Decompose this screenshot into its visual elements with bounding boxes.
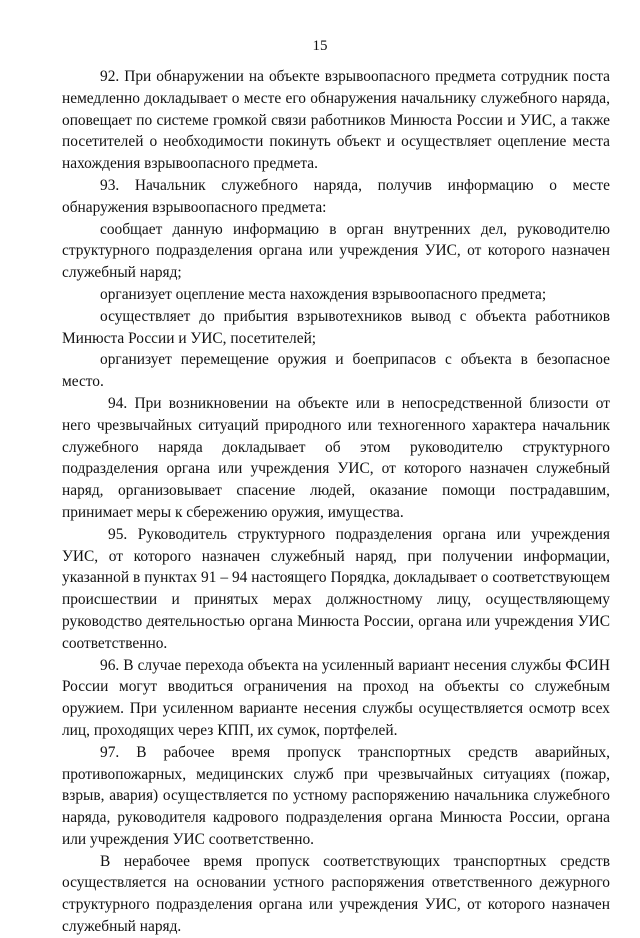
page-number: 15 bbox=[312, 38, 328, 54]
paragraph-94: 94. При возникновении на объекте или в непосредственной близости от него чрезвычайных ситуаций природного или техногенного характера начальник служебного наряда докладывает об этом руководителю структурного подразделения органа или учреждения УИС, от которого назначен служебный наряд, организовывает спасение людей, оказание помощи пострадавшим, принимает меры к сбережению оружия, имущества. bbox=[62, 394, 610, 521]
paragraph-93-item-2: организует оцепление места нахождения взрывоопасного предмета; bbox=[100, 285, 547, 303]
paragraph-92: 92. При обнаружении на объекте взрывоопасного предмета сотрудник поста немедленно докладывает о месте его обнаружения начальнику служебного наряда, оповещает по системе громкой связи работников Минюста России и УИС, а также посетителей о необходимости покинуть объект и осуществляет оцепление места нахождения взрывоопасного предмета. bbox=[62, 68, 610, 173]
paragraph-93: 93. Начальник служебного наряда, получив информацию о месте обнаружения взрывоопасного предмета: bbox=[62, 176, 610, 216]
paragraph-97: 97. В рабочее время пропуск транспортных средств аварийных, противопожарных, медицинских служб при чрезвычайных ситуациях (пожар, взрыв, авария) осуществляется по устному распоряжению начальника служебного наряда, руководителя кадрового подразделения органа Минюста России, органа или учреждения УИС соответственно. bbox=[62, 743, 610, 848]
paragraph-97-continued: В нерабочее время пропуск соответствующих транспортных средств осуществляется на основании устного распоряжения ответственного дежурного структурного подразделения органа или учреждения УИС, от которого назначен служебный наряд. bbox=[62, 852, 610, 936]
paragraph-93-item-4: организует перемещение оружия и боеприпасов с объекта в безопасное место. bbox=[62, 351, 610, 391]
paragraph-96: 96. В случае перехода объекта на усиленный вариант несения службы ФСИН России могут вводиться ограничения на проход на объекты со служебным оружием. При усиленном варианте несения службы осуществляется осмотр всех лиц, проходящих через КПП, их сумок, портфелей. bbox=[62, 656, 610, 739]
paragraph-93-item-1: сообщает данную информацию в орган внутренних дел, руководителю структурного подразделения органа или учреждения УИС, от которого назначен служебный наряд; bbox=[62, 220, 610, 282]
document-body bbox=[62, 66, 610, 938]
paragraph-93-item-3: осуществляет до прибытия взрывотехников вывод с объекта работников Минюста России и УИС, посетителей; bbox=[62, 307, 610, 347]
paragraph-95: 95. Руководитель структурного подразделения органа или учреждения УИС, от которого назначен служебный наряд, при получении информации, указанной в пунктах 91 – 94 настоящего Порядка, докладывает о соответствующем происшествии и принятых мерах должностному лицу, осуществляющему руководство деятельностью органа Минюста России, органа или учреждения УИС соответственно. bbox=[62, 525, 610, 652]
